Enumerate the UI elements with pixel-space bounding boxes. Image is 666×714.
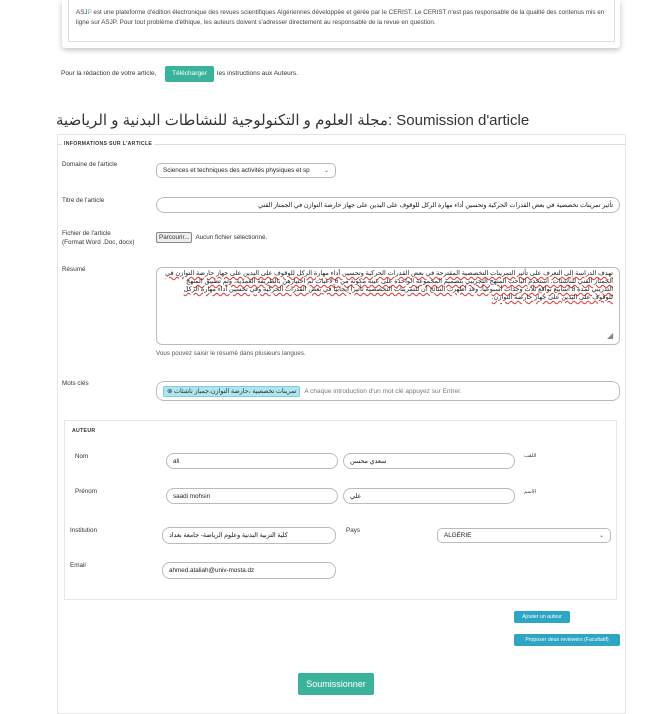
pays-value: ALGÉRIE (444, 532, 472, 539)
nom-value: ali (173, 457, 180, 465)
prenom-value: saadi mohsin (173, 492, 211, 500)
browse-file-button[interactable]: Parcourir... (156, 232, 192, 243)
platform-info-text (76, 8, 611, 28)
file-status: Aucun fichier sélectionné. (195, 234, 268, 241)
institution-input[interactable] (162, 527, 336, 544)
nom-label: Nom (75, 453, 89, 460)
email-value: ahmed.ataliah@univ-mosta.dz (169, 567, 255, 574)
file-label: Fichier de l'article (62, 230, 111, 237)
email-input[interactable] (162, 562, 336, 579)
resize-handle-icon[interactable]: ◢ (607, 331, 614, 340)
keywords-placeholder: A chaque introduction d'un mot clé appuyez sur Entrer. (304, 387, 462, 395)
summary-label: Résumé (62, 266, 86, 273)
keyword-tag-text: تمرينات تخصصية ،حارضة التوازن،جمباز ناشئات (174, 387, 297, 395)
nom-ar-value: سعدي محسن (350, 457, 387, 465)
keywords-input[interactable] (156, 381, 620, 401)
propose-reviewers-button[interactable]: Proposer deux reviewers (Facultatif) (514, 634, 620, 646)
prenom-ar-label: الاسم (524, 489, 537, 495)
file-format-label: (Format Word .Doc, docx) (62, 239, 135, 246)
email-label: Email (70, 562, 86, 569)
institution-value: كلية التربية البدنية وعلوم الرياضة- جامعة بغداد (169, 532, 288, 539)
add-author-button[interactable]: Ajouter un auteur (514, 611, 570, 623)
article-title-value: تأثير تمرينات تخصصية في بعض القدرات الحركية وتحسين أداء مهارة الركل للوقوف على اليدين على جهاز حارضة التوازن في الجمناز الفني (258, 201, 613, 209)
prenom-ar-value: علي (350, 492, 362, 500)
institution-label: Institution (70, 527, 97, 534)
summary-value: تهدف الدراسة إلى التعرف على تأثير التمرينات التخصصية المقترحة في بعض القدرات الحركية وتحسين أداء مهارة الركل للوقوف على اليدين على جهاز حارضة التوازن في الجمناز الفني للناشئات. استخدم الباحث المنهج التجريبي بتصميم المجموعة الواحدة على عينة مكونة من 6 لاعبات تم اختيارهن بالطريقة العمدية، وتم تطبيق المنهج التدريبي لمدة 8 أسابيع بواقع ثلاث وحدات أسبوعياً، وقد أظهرت النتائج أن للتمرينات التخصصية تأثيراً إيجابياً في بعض القدرات الحركية وفي تحسين أداء مهارة الركل للوقوف على اليدين على جهاز حارضة التوازن. (165, 270, 613, 301)
domain-label: Domaine de l'article (62, 161, 118, 168)
keyword-tag[interactable] (163, 386, 300, 397)
title-label: Titre de l'article (62, 197, 105, 204)
summary-textarea[interactable] (156, 267, 620, 345)
instructions-prefix: Pour la rédaction de votre article, (61, 70, 157, 77)
page-title: مجلة العلوم و التكنولوجية للنشاطات البدنية و الرياضية: Soumission d'article (56, 112, 530, 129)
pays-select[interactable] (437, 528, 611, 543)
article-legend: INFORMATIONS SUR L'ARTICLE (64, 141, 153, 147)
nom-ar-label: اللقب (524, 453, 537, 459)
file-picker (156, 232, 267, 243)
nom-ar-input[interactable] (343, 453, 515, 469)
chevron-down-icon: ⌄ (598, 533, 604, 539)
instructions-suffix: les instructions aux Auteurs. (217, 70, 298, 77)
platform-info-body: est une plateforme d'édition électronique des revues scientifiques Algériennes développée et gérée par le CERIST. Le CERIST n'est pas responsable de la qualité des contenus mis en ligne sur ASJP. Pour tout problème d'éthique, les auteurs doivent s'adresser directement au responsable de la revue en question. (76, 9, 605, 26)
summary-hint: Vous pouvez saisir le résumé dans plusieurs langues. (156, 350, 306, 357)
author-legend: AUTEUR (72, 428, 96, 434)
download-instructions-button[interactable]: Télécharger (165, 66, 214, 82)
chevron-down-icon: ⌄ (323, 168, 329, 174)
nom-input[interactable] (166, 453, 338, 469)
prenom-label: Prénom (75, 488, 98, 495)
keywords-label: Mots clés (62, 380, 89, 387)
brand-p: P (87, 9, 92, 16)
prenom-ar-input[interactable] (343, 488, 515, 504)
keyword-tag-remove-icon[interactable]: ⊗ (167, 387, 173, 395)
brand-asj: ASJ (76, 9, 88, 16)
domain-select-value: Sciences et techniques des activités physiques et sp (163, 167, 310, 174)
submit-button[interactable]: Soumissionner (298, 673, 374, 695)
domain-select[interactable] (156, 163, 336, 178)
article-title-input[interactable] (156, 197, 620, 213)
pays-label: Pays (346, 527, 360, 534)
prenom-input[interactable] (166, 488, 338, 504)
author-panel (64, 420, 617, 600)
